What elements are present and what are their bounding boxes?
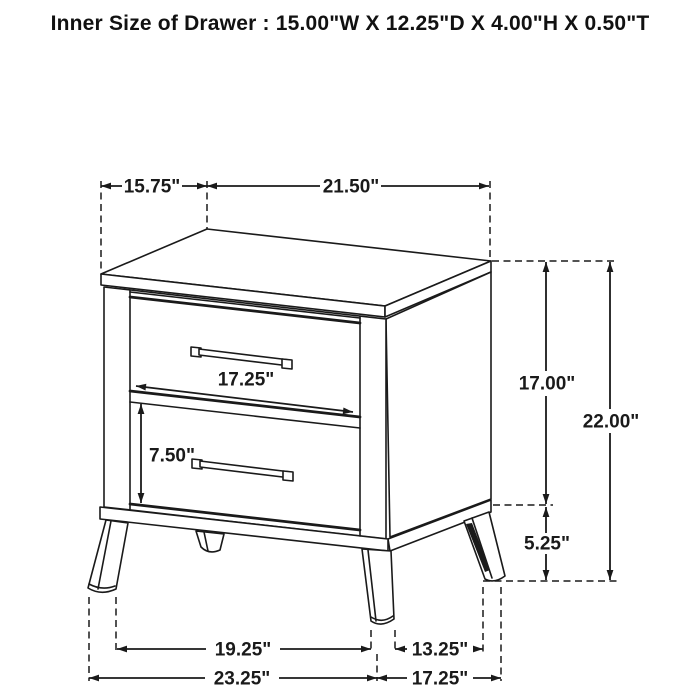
label-leg-height: 5.25" <box>524 533 570 555</box>
nightstand-drawing <box>88 229 505 624</box>
front-left-leg <box>88 520 128 592</box>
label-side-legs-outer: 17.25" <box>411 668 469 690</box>
side-panel <box>386 272 491 537</box>
label-drawer-front-width: 17.25" <box>217 369 275 391</box>
label-front-legs-outer: 23.25" <box>213 668 271 690</box>
label-overall-height: 22.00" <box>582 411 640 433</box>
front-right-leg <box>362 549 394 624</box>
label-lower-drawer-height: 7.50" <box>149 445 195 467</box>
rear-right-leg <box>464 512 505 581</box>
label-top-width: 21.50" <box>322 176 380 198</box>
page-title: Inner Size of Drawer : 15.00"W X 12.25"D X 4.00"H X 0.50"T <box>50 12 650 35</box>
label-front-legs-inner: 19.25" <box>214 639 272 661</box>
label-case-height: 17.00" <box>518 373 576 395</box>
label-side-legs-inner: 13.25" <box>411 639 469 661</box>
label-top-depth: 15.75" <box>123 176 181 198</box>
rear-left-leg-stub <box>196 531 224 552</box>
